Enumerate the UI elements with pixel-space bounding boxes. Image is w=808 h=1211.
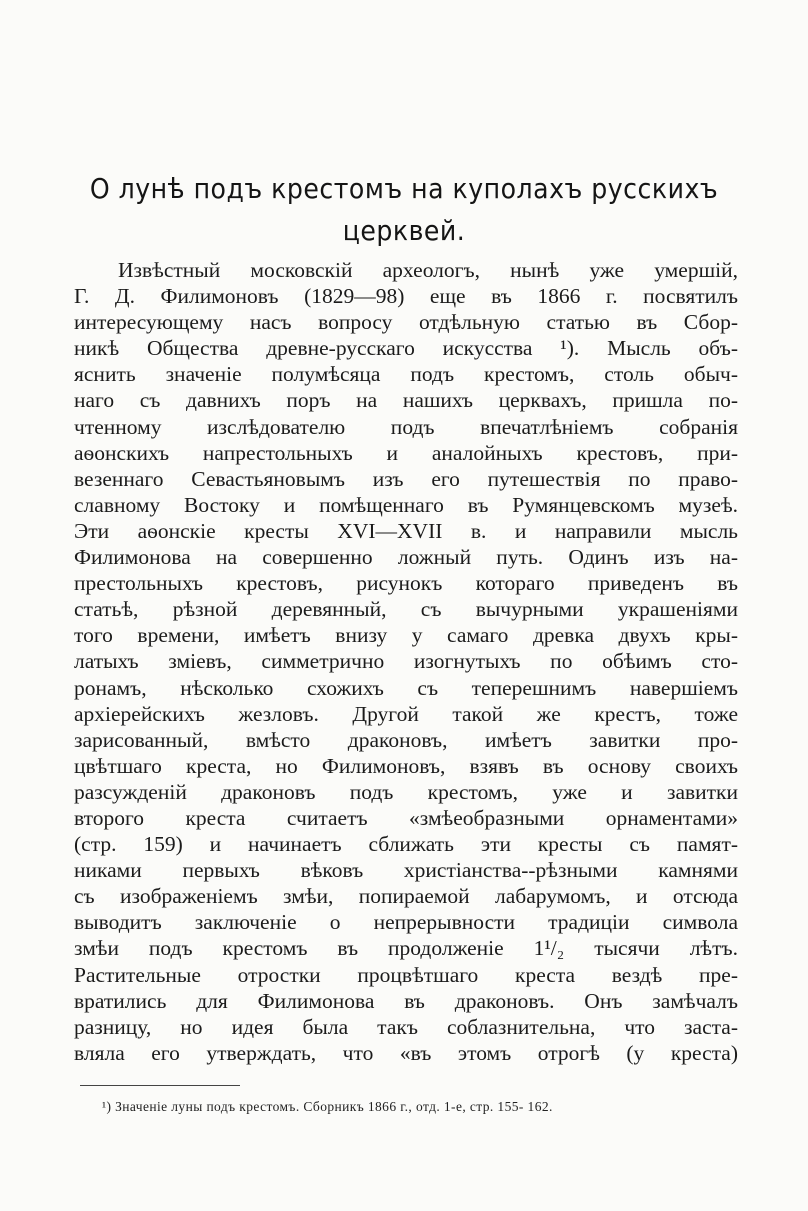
text-line: латыхъ зміевъ, симметрично изогнутыхъ по обѣимъ сто- (74, 649, 738, 674)
text-line: разницу, но идея была такъ соблазнительна, что заста- (74, 1014, 738, 1039)
footnote: ¹) Значеніе луны подъ крестомъ. Сборникъ 1866 г., отд. 1-е, стр. 155- 162. (102, 1099, 553, 1114)
text-line: яснить значеніе полумѣсяца подъ крестомъ, столь обыч- (74, 362, 738, 387)
text-line: никами первыхъ вѣковъ христіанства--рѣзными камнями (74, 858, 738, 883)
text-line: статьѣ, рѣзной деревянный, съ вычурными украшеніями (74, 597, 738, 622)
text-line: змѣи подъ крестомъ въ продолженіе 1¹/₂ тысячи лѣтъ. (74, 936, 738, 961)
page-title (40, 168, 768, 252)
text-line: везеннаго Севастьяновымъ изъ его путешествія по право- (74, 466, 738, 491)
title-line: О лунѣ подъ крестомъ на куполахъ русскихъ (89, 172, 719, 205)
text-line: зарисованный, вмѣсто драконовъ, имѣетъ завитки про- (74, 727, 738, 752)
text-line: чтенному изслѣдователю подъ впечатлѣніемъ собранія (74, 414, 738, 439)
text-line: наго съ давнихъ поръ на нашихъ церквахъ, пришла по- (74, 388, 738, 413)
text-line: того времени, имѣетъ внизу у самаго древка двухъ кры- (74, 623, 738, 648)
text-line: разсужденій драконовъ подъ крестомъ, уже и завитки (74, 779, 738, 804)
text-line: цвѣтшаго креста, но Филимоновъ, взявъ въ основу своихъ (74, 753, 738, 778)
footnote-divider (80, 1085, 240, 1086)
text-line: Растительные отростки процвѣтшаго креста вездѣ пре- (74, 962, 738, 987)
text-line: интересующему насъ вопросу отдѣльную статью въ Сбор- (74, 310, 738, 335)
text-line: никѣ Общества древне-русскаго искусства ¹). Мысль объ- (74, 336, 738, 361)
text-line: славному Востоку и помѣщеннаго въ Румянцевскомъ музеѣ. (74, 492, 738, 517)
text-line: Эти аѳонскіе кресты XVI—XVII в. и направили мысль (74, 518, 738, 543)
text-line: вратились для Филимонова въ драконовъ. Онъ замѣчалъ (74, 988, 738, 1013)
text-line: съ изображеніемъ змѣи, попираемой лабарумомъ, и отсюда (74, 884, 738, 909)
text-line: (стр. 159) и начинаетъ сближать эти кресты съ памят- (74, 832, 738, 857)
text-line: вляла его утверждать, что «въ этомъ отрогѣ (у креста) (74, 1040, 738, 1065)
body-text (74, 257, 738, 1066)
text-line: ронамъ, нѣсколько схожихъ съ теперешнимъ навершіемъ (74, 675, 738, 700)
text-line: второго креста считаетъ «змѣеобразными орнаментами» (74, 805, 738, 830)
text-line: архіерейскихъ жезловъ. Другой такой же крестъ, тоже (74, 701, 738, 726)
text-line: выводитъ заключеніе о непрерывности традиціи символа (74, 910, 738, 935)
text-line: престольныхъ крестовъ, рисунокъ котораго приведенъ въ (74, 571, 738, 596)
text-line: Извѣстный московскій археологъ, нынѣ уже умершій, (118, 258, 738, 282)
text-line: аѳонскихъ напрестольныхъ и аналойныхъ крестовъ, при- (74, 440, 738, 465)
text-line: Г. Д. Филимоновъ (1829—98) еще въ 1866 г. посвятилъ (74, 284, 738, 309)
text-line: Филимонова на совершенно ложный путь. Одинъ изъ на- (74, 545, 738, 570)
title-line: церквей. (342, 214, 466, 247)
